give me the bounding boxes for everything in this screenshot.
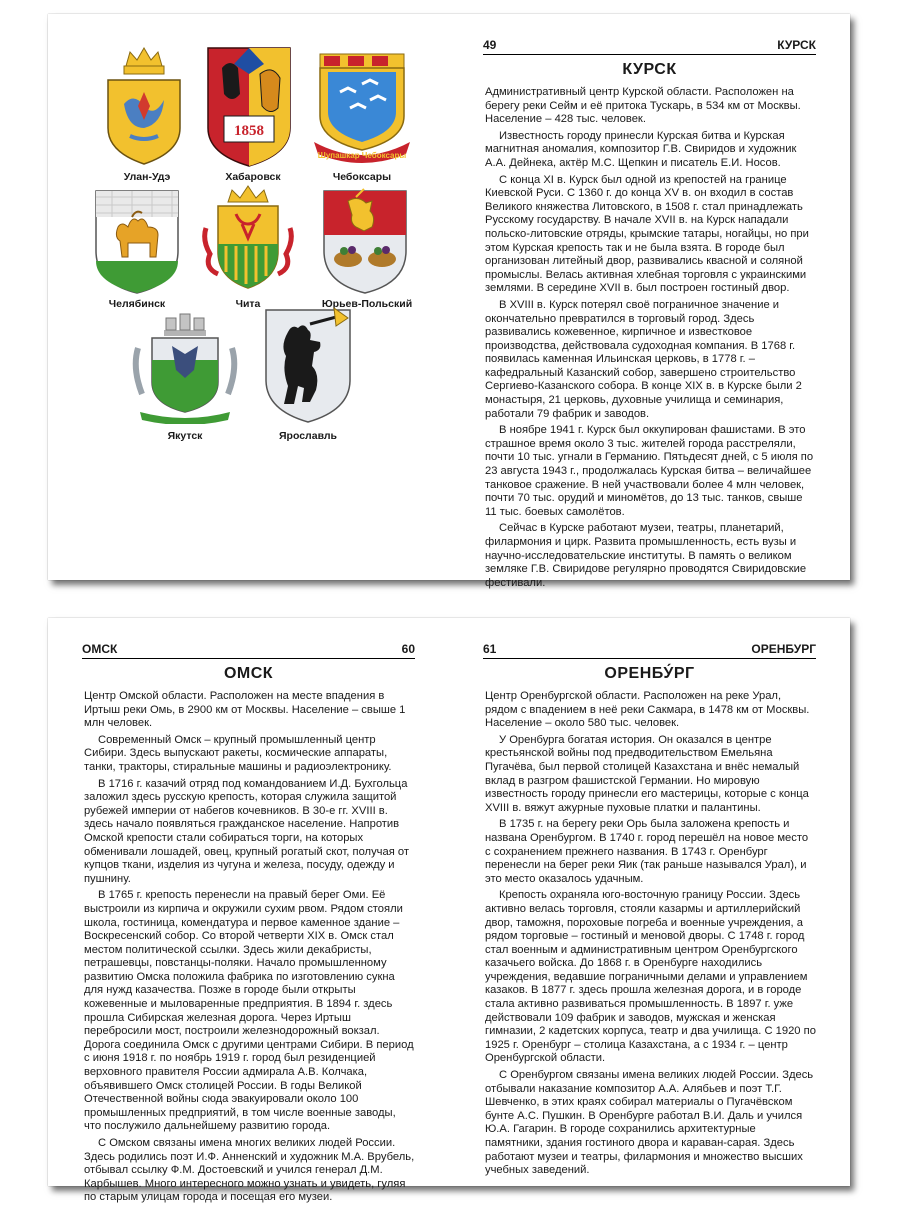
- kursk-page: [449, 14, 850, 589]
- paragraph: В 1735 г. на берегу реки Орь была заложена крепость и названа Оренбургом. В 1740 г. город перешёл на новое место с сохранением прежнего названия. В 1743 г. Оренбург перенесли на берег реки Яик (так раньше назывался Урал), и это место оказалось удачным.: [485, 818, 809, 885]
- top-book-spread: [48, 14, 850, 589]
- crest-caption: Юрьев-Польский: [321, 298, 413, 310]
- article-body: [485, 86, 816, 593]
- paragraph: Известность городу принесли Курская битва и Курская магнитная аномалия, композитор Г.В. Свиридов и художник А.А. Дейнека, актёр М.С. Щепкин и писатель Е.И. Носов.: [485, 129, 797, 169]
- crest-caption: Улан-Удэ: [123, 171, 171, 183]
- ulan-ude-coat-of-arms: [100, 44, 188, 168]
- chapter-title: КУРСК: [622, 61, 677, 78]
- orenburg-page: [449, 618, 850, 1186]
- coat-of-arms-page: [48, 14, 449, 580]
- paragraph: Центр Оренбургской области. Расположен на реке Урал, рядом с впадением в неё реки Сакмара, в 1478 км от Москвы. Население – около 580 тыс. человек.: [485, 690, 810, 730]
- running-head: [483, 38, 816, 55]
- cheboksary-coat-of-arms: [310, 46, 414, 168]
- paragraph: Сейчас в Курске работают музеи, театры, планетарий, филармония и цирк. Развита промышленность, есть вузы и научно-исследовательские институты. В память о великом земляке Г.В. Свиридове регулярно проводятся Свиридовские фестивали.: [485, 522, 807, 589]
- chelyabinsk-coat-of-arms: [92, 187, 182, 295]
- paragraph: Крепость охраняла юго-восточную границу России. Здесь активно велась торговля, стояли казармы и артиллерийский двор, таможня, пороховые погреба и военные учреждения, а рядом торговые – гостиный и меновой дворы. С 1748 г. город стал военным и административным центром Оренбургского казачьего войска. До 1868 г. в Оренбурге находились учреждения, ведавшие пограничными делами и управлением казаков. В 1877 г. здесь прошла железная дорога, и в городе стала активно развиваться промышленность. В 1897 г. уже действовали 109 фабрик и заводов, мужская и женская гимназии, 2 кадетских корпуса, театр и два училища. С 1920 по 1925 г. Оренбург – столица Казахстана, а с 1934 г. – центр Оренбургской области.: [485, 889, 816, 1065]
- crest-caption: Чебоксары: [332, 171, 392, 183]
- paragraph: С Омском связаны имена многих великих людей России. Здесь родились поэт И.Ф. Анненский и художник М.А. Врубель, отбывал ссылку Ф.М. Достоевский и учился генерал Д.М. Карбышев. Много интересного можно узнать и увидеть, гуляя по старым улицам города и посещая его музеи.: [84, 1137, 415, 1204]
- page-number: 60: [401, 642, 415, 656]
- running-head-title: КУРСК: [777, 38, 816, 52]
- paragraph: Современный Омск – крупный промышленный центр Сибири. Здесь выпускают ракеты, космические аппараты, танки, тракторы, стиральные машины и радиоэлектронику.: [84, 733, 392, 773]
- crest-caption: Хабаровск: [225, 171, 281, 183]
- article-body: [84, 690, 415, 1208]
- running-head: [82, 642, 415, 659]
- yakutsk-coat-of-arms: [130, 308, 240, 424]
- page-number: 49: [483, 38, 497, 52]
- paragraph: У Оренбурга богатая история. Он оказался в центре крестьянской войны под предводительством Емельяна Пугачёва, был первой столицей Казахстана и внёс немалый вклад в разгром фашистской Германии. Но мировую известность городу принесли его мастерицы, которые с конца XVIII в. вяжут ажурные пуховые платки и палантины.: [485, 733, 809, 814]
- paragraph: В ноябре 1941 г. Курск был оккупирован фашистами. В это страшное время около 3 тыс. жителей города расстреляли, почти 10 тыс. угнали в Германию. Пятьдесят дней, с 5 июля по 23 августа 1943 г., продолжалась Курская битва – величайшее танковое сражение. В ней участвовали более 4 млн человек, почти 70 тыс. орудий и миномётов, до 13 тыс. танков, свыше 11 тыс. боевых самолётов.: [485, 424, 814, 518]
- paragraph: Центр Омской области. Расположен на месте впадения в Иртыш реки Омь, в 2900 км от Москвы. Население – свыше 1 млн человек.: [84, 690, 406, 730]
- crest-caption: Якутск: [167, 430, 203, 442]
- crest-caption: Чита: [235, 298, 261, 310]
- running-head: [483, 642, 816, 659]
- paragraph: В 1765 г. крепость перенесли на правый берег Оми. Её выстроили из кирпича и окружили сухим рвом. Рядом стояли школа, гостиница, комендатура и первое каменное здание – Воскресенский собор. Со второй четверти XIX в. Омск стал местом политической ссылки. Здесь жили декабристы, петрашевцы, повстанцы-поляки. Начало промышленному развитию Омска положила фабрика по изготовлению сукна для нужд казачества. Позже в городе были открыты кожевенные и мыловаренные предприятия. В 1894 г. здесь прошла Сибирская железная дорога. Через Иртыш перебросили мост, построили железнодорожный вокзал. Дорога соединила Омск с другими центрами Сибири. В период с июня 1918 г. по ноябрь 1919 г. город был резиденцией верховного правителя России адмирала А.В. Колчака, объявившего Омск столицей России. В годы Великой Отечественной войны сюда эвакуировали около 100 промышленных предприятий, в том числе военные заводы, что послужило дальнейшему развитию города.: [84, 889, 414, 1133]
- omsk-page: [48, 618, 449, 1204]
- yaroslavl-coat-of-arms: [262, 306, 354, 426]
- chita-coat-of-arms: [200, 184, 296, 294]
- chapter-title: ОРЕНБУ́РГ: [604, 665, 695, 682]
- paragraph: В XVIII в. Курск потерял своё пограничное значение и окончательно превратился в торговый город. Здесь развивались кожевенное, кирпичное и известковое производства, действовала судоходная компания. В 1768 г. появилась каменная Ильинская церковь, в 1778 г. – кафедральный Казанский собор, завершено строительство Сергиево-Казанского собора. В конце XIX в. в Курске были 2 монастыря, 21 церковь, духовные училища и семинария, работали 79 фабрик и заводов.: [485, 298, 802, 420]
- crest-caption: Челябинск: [108, 298, 166, 310]
- paragraph: С конца XI в. Курск был одной из крепостей на границе Киевской Руси. С 1360 г. до конца XV в. он входил в состав Великого княжества Литовского, в 1508 г. стал принадлежать Русскому государству. В начале XVII в. на Курск нападали польско-литовские отряды, крымские татары, ногайцы, но при этом Курская крепость так и не была взята. В городе был организован литейный двор, развивались квасной и соляной промыслы. Велась активная хлебная торговля с украинскими землями. В середине XVII в. был построен гостиный двор.: [485, 173, 809, 295]
- khabarovsk-coat-of-arms: [204, 44, 294, 168]
- cheboksary-ribbon-text: Шупашкар Чебоксары: [317, 151, 407, 160]
- article-body: [485, 690, 816, 1181]
- running-head-title: ОРЕНБУРГ: [751, 642, 816, 656]
- bottom-book-spread: [48, 618, 850, 1204]
- crest-caption: Ярославль: [278, 430, 338, 442]
- paragraph: В 1716 г. казачий отряд под командованием И.Д. Бухгольца заложил здесь русскую крепость, которая служила защитой рубежей империи от набегов кочевников. В 30-е гг. XVIII в. здесь начало появляться гражданское население. Напротив Омской крепости стали собираться торги, на которых обменивали лошадей, овец, крупный рогатый скот, получая от купцов ткани, изделия из чугуна и железа, посуду, одежду и пушнину.: [84, 777, 409, 885]
- paragraph: Административный центр Курской области. Расположен на берегу реки Сейм и её притока Тускарь, в 534 км от Москвы. Население – 428 тыс. человек.: [485, 86, 801, 126]
- paragraph: С Оренбургом связаны имена великих людей России. Здесь отбывали наказание композитор А.А. Алябьев и поэт Т.Г. Шевченко, в этих краях собирал материалы о Пугачёвском бунте А.С. Пушкин. В Оренбурге работал В.И. Даль и учился Ю.А. Гагарин. В городе сохранились архитектурные памятники, здания гостиного двора и караван-сарая. Здесь работают музеи и театры, филармония и множество высших учебных заведений.: [485, 1069, 814, 1177]
- running-head-title: ОМСК: [82, 642, 118, 656]
- yuryev-polsky-coat-of-arms: [320, 187, 410, 295]
- page-number: 61: [483, 642, 497, 656]
- chapter-title: ОМСК: [223, 665, 274, 682]
- khabarovsk-year: 1858: [234, 123, 264, 139]
